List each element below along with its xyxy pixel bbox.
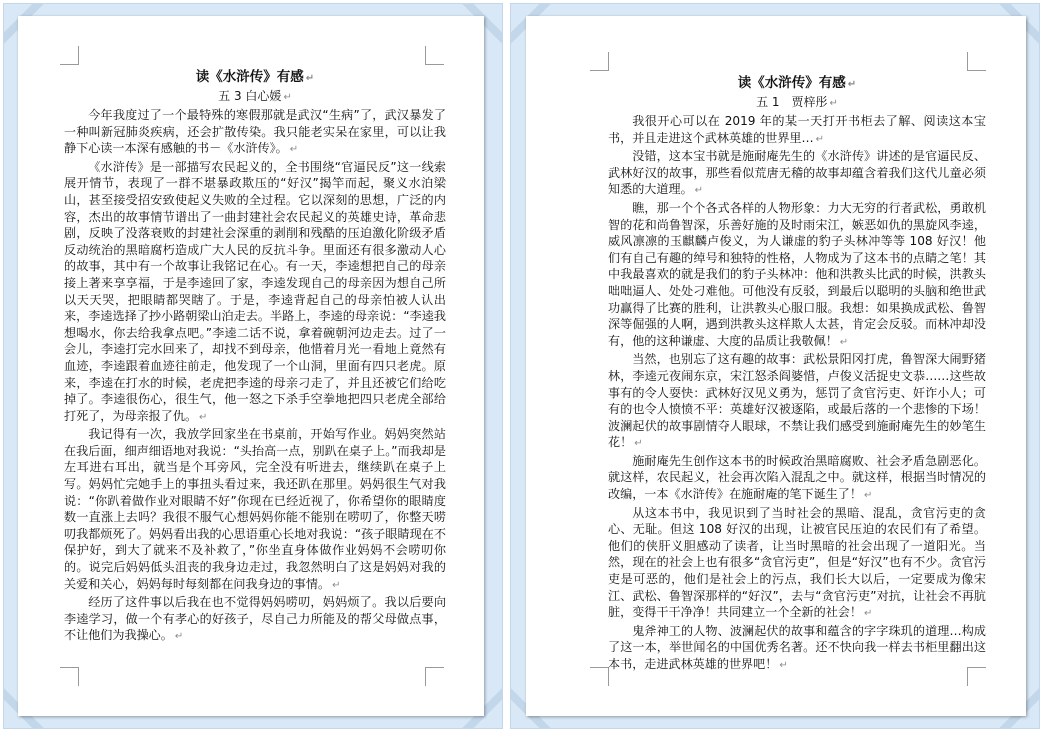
margin-mark-top-right xyxy=(425,46,444,65)
right-essay-title: 读《水浒传》有感 ↵ xyxy=(737,75,857,91)
right-paragraph-5: 施耐庵先生创作这本书的时候政治黑暗腐败、社会矛盾急剧恶化。就这样，农民起义，社会再次陷入混乱之中。就这样，根据当时情况的改编，一本《水浒传》在施耐庵的笔下诞生了！ ↵ xyxy=(608,453,986,502)
margin-mark-bottom-left xyxy=(60,667,79,686)
left-paragraph-1: 今年我度过了一个最特殊的寒假那就是武汉“生病”了，武汉暴发了一种叫新冠肺炎疾病，还会扩散传染。我只能老实呆在家里，可以让我静下心读一本深有感触的书－《水浒传》。 ↵ xyxy=(64,108,446,156)
margin-mark-bottom-right xyxy=(425,667,444,686)
right-paragraph-6: 从这本书中，我见识到了当时社会的黑暗、混乱，贪官污吏的贪心、无耻。但这 108 好汉的出现，让被官民压迫的农民们有了希望。他们的侠肝义胆感动了读者，让当时黑暗的社会出现了一道阳光。当然，现在的社会上也有很多“贪官污吏”，但是“好汉”也有不少。贪官污吏是可恶的，他们是社会上的污点，我们长大以后，一定要成为像宋江、武松、鲁智深那样的“好汉”，去与“贪官污吏”对抗，让社会不再肮脏，变得干干净净！共同建立一个全新的社会！ ↵ xyxy=(608,505,986,620)
right-paragraph-3: 瞧，那一个个各式各样的人物形象：力大无穷的行者武松，勇敢机智的花和尚鲁智深，乐善好施的及时雨宋江，嫉恶如仇的黑旋风李逵，威风凛凛的玉麒麟卢俊义，为人谦虚的豹子头林冲等等 108 好汉！他们有自己有趣的绰号和独特的性格，人物成为了这本书的点睛之笔！其中我最喜欢的就是我们的豹子头林冲：他和洪教头比武的时候，洪教头咄咄逼人、处处刁难他。可他没有反驳，到最后以聪明的头脑和绝世武功赢得了比赛的胜利，让洪教头心服口服。我想：如果换成武松、鲁智深等倔强的人啊，遇到洪教头这样欺人太甚，肯定会反驳。而林冲却没有，他的这种谦虚、大度的品质让我敬佩！ ↵ xyxy=(608,200,986,348)
right-document-frame xyxy=(510,3,1040,729)
left-paragraph-4: 经历了这件事以后我在也不觉得妈妈唠叨，妈妈烦了。我以后要向李逵学习，做一个有孝心的好孩子，尽自己力所能及的帮父母做点事，不让他们为我操心。 ↵ xyxy=(64,595,446,643)
left-essay-title: 读《水浒传》有感 ↵ xyxy=(195,69,315,85)
left-paragraph-3: 我记得有一次，我放学回家坐在书桌前，开始写作业。妈妈突然站在我后面，细声细语地对我说：“头抬高一点，别趴在桌子上。”而我却是左耳进右耳出，就当是个耳旁风，完全没有听进去，继续趴在桌子上写。妈妈忙完她手上的事扭头看过来，我还趴在那里。妈妈很生气对我说：“你趴着做作业对眼睛不好”你现在已经近视了，你希望你的眼睛度数一直涨上去吗？我很不服气心想妈妈你能不能别在唠叨了，你整天唠叨我都烦死了。妈妈看出我的心思语重心长地对我说：“孩子眼睛现在不保护好，到大了就来不及补救了，”你坐直身体做作业妈妈不会唠叨你的。说完后妈妈低头沮丧的我身边走过，我忽然明白了这是妈妈对我的关爱和关心，妈妈每时每刻都在问我身边的事情。 ↵ xyxy=(64,427,446,591)
margin-mark-top-right xyxy=(967,52,986,71)
right-paragraph-4: 当然，也别忘了这有趣的故事：武松景阳冈打虎，鲁智深大闹野猪林，李逵元夜闹东京，宋江怒杀阎婆惜，卢俊义活捉史文恭……这些故事有的令人耍快：武林好汉见义勇为，惩罚了贪官污吏、奸诈小人；可有的也令人愤愤不平：英雄好汉被逐陷，或最后落的一个悲惨的下场！波澜起伏的故事剧情夺人眼球，不禁让我们感受到施耐庵先生的妙笔生花！ ↵ xyxy=(608,352,986,450)
left-essay-author: 五 3 白心媛 ↵ xyxy=(218,89,292,103)
left-document-frame xyxy=(3,3,503,729)
margin-mark-bottom-left xyxy=(590,667,609,686)
right-page xyxy=(526,16,1026,716)
margin-mark-top-left xyxy=(590,52,609,71)
left-page-body xyxy=(64,68,446,646)
right-paragraph-7: 鬼斧神工的人物、波澜起伏的故事和蕴含的字字珠玑的道理…构成了这一本，举世闻名的中国优秀名著。还不快向我一样去书柜里翻出这本书，走进武林英雄的世界吧！ ↵ xyxy=(608,623,986,671)
left-paragraph-2: 《水浒传》是一部描写农民起义的，全书围绕“官逼民反”这一线索展开情节，表现了一群不堪暴政欺压的“好汉”揭竿而起，聚义水泊梁山，甚至接受招安致使起义失败的全过程。它以深刻的思想，广泛的内容，杰出的故事情节谱出了一曲封建社会农民起义的英雄史诗，革命悲剧，反映了没落衰败的封建社会深重的剥削和残酷的压迫激化阶级矛盾反动统治的黑暗腐朽造成广大人民的反抗斗争。里面还有很多激动人心的故事，其中有一个故事让我铭记在心。有一天，李逵想把自己的母亲接上著来享享福，于是李逵回了家，李逵发现自己的母亲因为想自己所以天天哭，把眼睛都哭瞎了。于是，李逵背起自己的母亲怕被人认出来，李逵选择了抄小路朝梁山泊走去。半路上，李逵的母亲说：“李逵我想喝水，你去给我拿点吧。”李逵二话不说，拿着碗朝河边走去。过了一会儿，李逵打完水回来了，却找不到母亲，他惜着月光一看地上竟然有血迹，李逵跟着血迹往前走，他发现了一个山洞，里面有四只老虎。原来，李逵在打水的时候，老虎把李逵的母亲刁走了，并且还被它们给吃掉了。李逵很伤心，很生气，他一怒之下杀手空拳地把四只老虎全部给打死了，为母亲报了仇。 ↵ xyxy=(64,159,446,423)
right-page-body xyxy=(608,74,986,675)
left-page xyxy=(18,16,484,716)
right-paragraph-2: 没错，这本宝书就是施耐庵先生的《水浒传》讲述的是官逼民反、武林好汉的故事，那些看似荒唐无稽的故事却蕴含着我们这代儿童必须知悉的大道理。 ↵ xyxy=(608,149,986,197)
right-paragraph-1: 我很开心可以在 2019 年的某一天打开书柜去了解、阅读这本宝书，并且走进这个武林英雄的世界里… ↵ xyxy=(608,114,986,145)
right-essay-author: 五 1 贾梓彤 ↵ xyxy=(756,95,838,109)
margin-mark-top-left xyxy=(60,46,79,65)
